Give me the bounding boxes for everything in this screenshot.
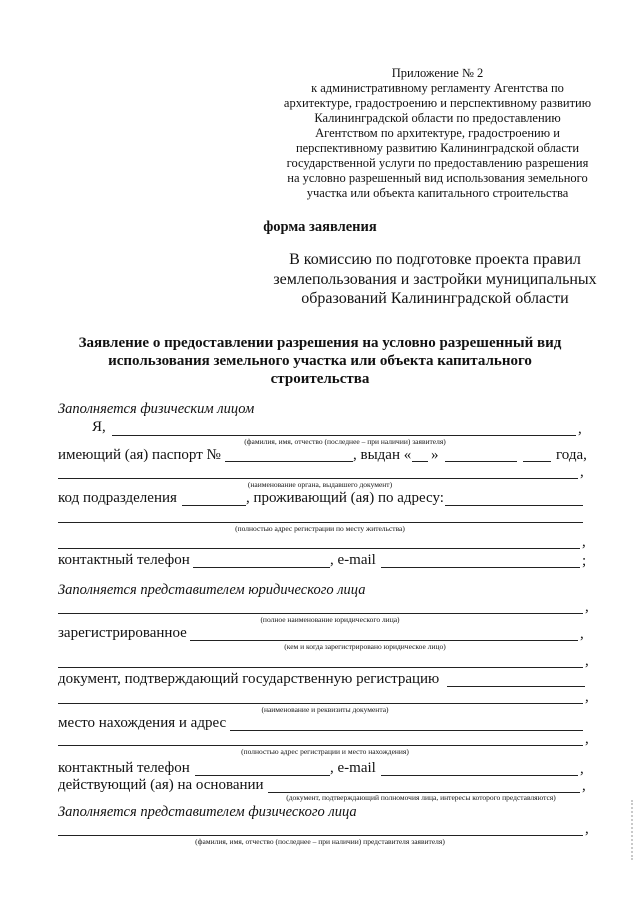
address-field-line[interactable] — [445, 505, 583, 506]
issue-month-field[interactable] — [445, 461, 517, 462]
form-title: форма заявления — [263, 219, 377, 235]
comma: , — [585, 653, 589, 669]
appendix-line: архитектуре, градостроению и перспективному развитию — [283, 96, 592, 110]
location-field-line-2[interactable] — [58, 745, 583, 746]
acting-caption: (документ, подтверждающий полномочия лица, интересы которого представляются) — [286, 793, 556, 802]
quote-close: » — [431, 447, 439, 463]
phone-label: контактный телефон — [58, 552, 190, 568]
location-caption: (полностью адрес регистрации и место нахождения) — [241, 747, 409, 756]
appendix-line: Агентством по архитектуре, градостроению и — [315, 126, 560, 140]
document-field-line-2[interactable] — [58, 703, 583, 704]
comma: , — [585, 731, 589, 747]
address-caption: (полностью адрес регистрации по месту жительства) — [235, 524, 405, 533]
scan-artifact — [631, 800, 636, 860]
document-title-line: использования земельного участка или объекта капитального — [108, 353, 532, 369]
legal-phone-label: контактный телефон — [58, 760, 190, 776]
comma: , — [580, 761, 584, 777]
email-label: , e-mail — [330, 552, 376, 568]
issue-day-field[interactable] — [412, 461, 428, 462]
addressee-line: образований Калининградской области — [301, 290, 569, 307]
comma: , — [580, 626, 584, 642]
fio-field-line[interactable] — [112, 435, 576, 436]
document-title-line: Заявление о предоставлении разрешения на условно разрешенный вид — [78, 335, 562, 351]
document-field-line[interactable] — [447, 686, 585, 687]
appendix-line: на условно разрешенный вид использования земельного — [287, 171, 588, 185]
comma: , — [585, 689, 589, 705]
registered-field-line[interactable] — [190, 640, 578, 641]
addressee-block — [270, 250, 600, 309]
comma: , — [580, 464, 584, 480]
registered-label: зарегистрированное — [58, 625, 187, 641]
issue-year-field[interactable] — [523, 461, 551, 462]
issuer-caption: (наименование органа, выдавшего документ) — [247, 480, 393, 489]
representative-fio-caption: (фамилия, имя, отчество (последнее – при наличии) представителя заявителя) — [195, 837, 445, 846]
legal-email-label: , e-mail — [330, 760, 376, 776]
issuer-field-line[interactable] — [58, 478, 578, 479]
comma: , — [582, 778, 586, 794]
registered-field-line-2[interactable] — [58, 667, 583, 668]
comma: , — [582, 534, 586, 550]
legal-name-field-line[interactable] — [58, 613, 583, 614]
passport-number-field[interactable] — [225, 461, 353, 462]
semicolon: ; — [582, 553, 587, 569]
appendix-line: участка или объекта капитального строительства — [306, 186, 569, 200]
address-field-line-3[interactable] — [58, 548, 580, 549]
legal-section-heading: Заполняется представителем юридического лица — [58, 582, 366, 598]
division-code-field[interactable] — [182, 505, 246, 506]
document-title — [40, 334, 600, 388]
individual-section-heading: Заполняется физическим лицом — [58, 401, 255, 417]
document-caption: (наименование и реквизиты документа) — [261, 705, 389, 714]
addressee-line: В комиссию по подготовке проекта правил — [289, 251, 581, 268]
legal-email-field[interactable] — [381, 775, 578, 776]
appendix-line: Приложение № 2 — [391, 66, 484, 80]
division-code-label: код подразделения — [58, 490, 177, 506]
document-label: документ, подтверждающий государственную регистрацию — [58, 671, 440, 687]
residing-label: , проживающий (ая) по адресу: — [246, 490, 444, 506]
phone-field[interactable] — [193, 567, 330, 568]
address-field-line-2[interactable] — [58, 522, 583, 523]
appendix-line: к административному регламенту Агентства по — [311, 81, 564, 95]
appendix-line: Калининградской области по предоставлению — [314, 111, 561, 125]
appendix-line: государственной услуги по предоставлению разрешения — [286, 156, 589, 170]
registered-caption: (кем и когда зарегистрировано юридическое лицо) — [284, 642, 446, 651]
representative-section-heading: Заполняется представителем физического лица — [58, 804, 357, 820]
appendix-line: перспективному развитию Калининградской области — [295, 141, 580, 155]
document-title-line: строительства — [270, 371, 370, 387]
appendix-block — [270, 66, 605, 201]
comma: , — [578, 421, 582, 437]
representative-fio-field[interactable] — [58, 835, 583, 836]
location-field-line[interactable] — [230, 730, 583, 731]
legal-phone-field[interactable] — [195, 775, 330, 776]
email-field[interactable] — [381, 567, 580, 568]
location-label: место нахождения и адрес — [58, 715, 227, 731]
issued-label: , выдан « — [353, 447, 412, 463]
comma: , — [585, 821, 589, 837]
ya-label: Я, — [92, 419, 106, 435]
addressee-line: землепользования и застройки муниципальных — [273, 270, 597, 288]
year-label: года, — [556, 447, 587, 463]
comma: , — [585, 599, 589, 615]
fio-caption: (фамилия, имя, отчество (последнее – при наличии) заявителя) — [244, 437, 446, 446]
passport-label: имеющий (ая) паспорт № — [58, 447, 221, 463]
legal-name-caption: (полное наименование юридического лица) — [260, 615, 400, 624]
acting-label: действующий (ая) на основании — [58, 777, 264, 793]
